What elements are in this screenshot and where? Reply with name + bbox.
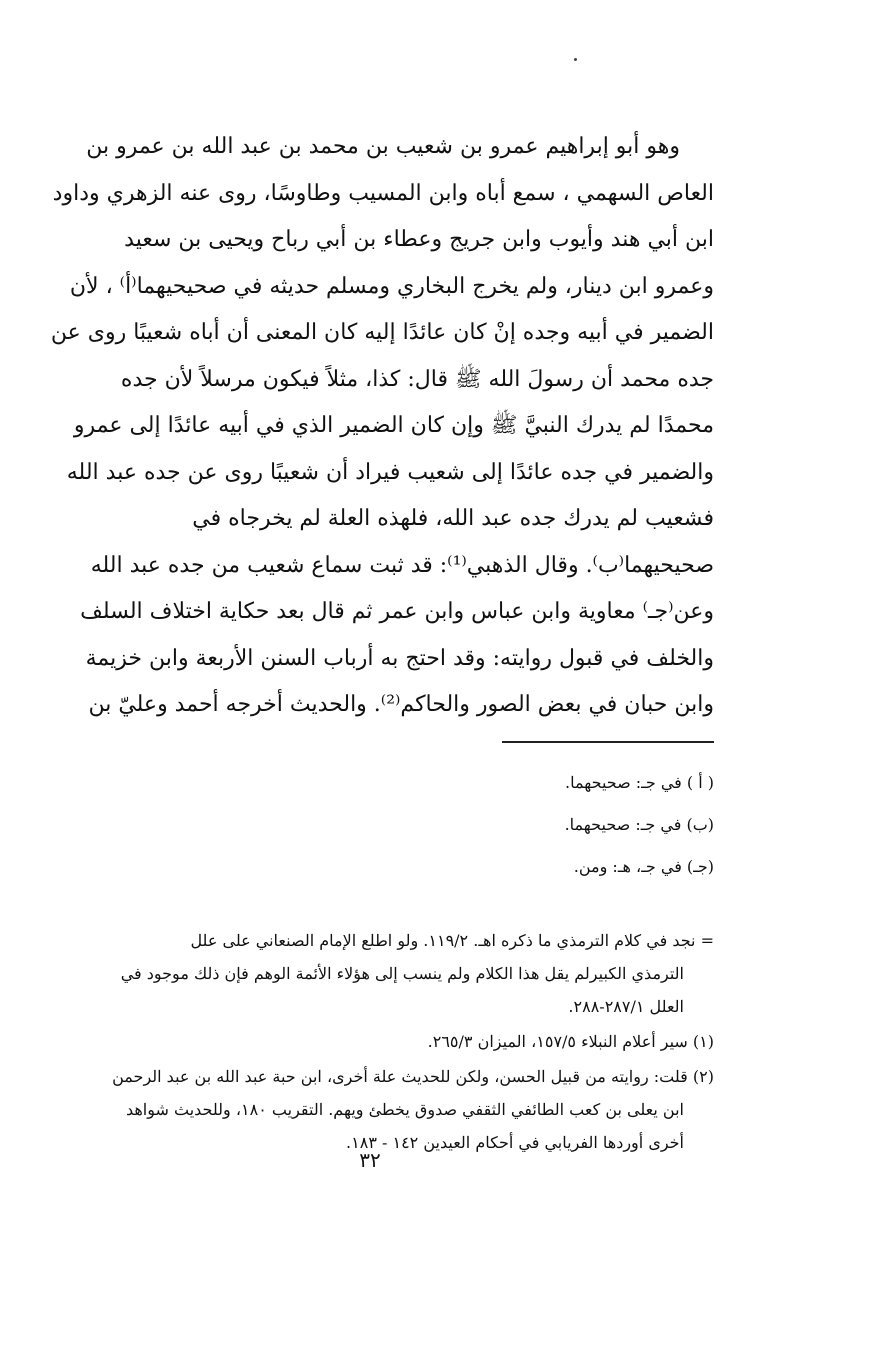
- body-line: وعن⁽جـ⁾ معاوية وابن عباس وابن عمر ثم قال بعد حكاية اختلاف السلف: [80, 599, 714, 624]
- body-line: ابن أبي هند وأيوب وابن جريج وعطاء بن أبي رباح ويحيى بن سعيد: [124, 227, 714, 252]
- footnote-1: [42, 1025, 714, 1058]
- body-line: صحيحيهما⁽ب⁾. وقال الذهبي⁽¹⁾: قد ثبت سماع شعيب من جده عبد الله: [90, 552, 714, 578]
- body-line: وهو أبو إبراهيم عمرو بن شعيب بن محمد بن عبد الله بن عمرو بن: [86, 134, 680, 159]
- body-line: والخلف في قبول روايته: وقد احتج به أرباب السنن الأربعة وابن خزيمة: [85, 645, 714, 671]
- body-line: جده محمد أن رسولَ الله ﷺ قال: كذا، مثلاً فيكون مرسلاً لأن جده: [120, 366, 714, 392]
- footnote-line: (٢) قلت: روايته من قبيل الحسن، ولكن للحديث علة أخرى، ابن حبة عبد الله بن عبد الرحمن: [112, 1067, 714, 1086]
- footnote-line: (١) سير أعلام النبلاء ١٥٧/٥، الميزان ٢٦٥/٣.: [427, 1032, 714, 1051]
- footnote-line: الترمذي الكبيرلم يقل هذا الكلام ولم ينسب إلى هؤلاء الأئمة الوهم فإن ذلك موجود في: [120, 964, 684, 983]
- variant-note-a: ( أ ) في جـ: صحيحهما.: [565, 773, 714, 792]
- footnote-line: أخرى أوردها الفريابي في أحكام العيدين ١٤٢ - ١٨٣.: [346, 1133, 684, 1152]
- page-speck: [574, 58, 577, 61]
- variant-note-j: (جـ) في جـ، هـ: ومن.: [573, 857, 714, 876]
- body-line: الضمير في أبيه وجده إنْ كان عائدًا إليه كان المعنى أن أباه شعيبًا روى عن: [50, 320, 714, 345]
- variant-note-b: (ب) في جـ: صحيحهما.: [564, 815, 714, 834]
- manuscript-variants: [400, 762, 714, 888]
- footnote-line: العلل ٢٨٧/١-٢٨٨.: [568, 997, 684, 1016]
- body-line: والضمير في جده عائدًا إلى شعيب فيراد أن شعيبًا روى عن جده عبد الله: [66, 459, 714, 485]
- body-line: وعمرو ابن دينار، ولم يخرج البخاري ومسلم حديثه في صحيحيهما⁽أ⁾ ، لأن: [69, 273, 714, 299]
- footnote-line: ابن يعلى بن كعب الطائفي الثقفي صدوق يخطئ ويهم. التقريب ١٨٠، وللحديث شواهد: [125, 1100, 684, 1119]
- footnote-separator-rule: [502, 741, 714, 743]
- main-body-text: [42, 124, 714, 729]
- footnote-2: [42, 1060, 714, 1159]
- body-line: فشعيب لم يدرك جده عبد الله، فلهذه العلة لم يخرجاه في: [192, 506, 714, 531]
- footnote-line: = نجد في كلام الترمذي ما ذكره اهـ. ١١٩/٢. ولو اطلع الإمام الصنعاني على علل: [190, 931, 714, 950]
- footnotes: [42, 924, 714, 1161]
- body-line: محمدًا لم يدرك النبيَّ ﷺ وإن كان الضمير الذي في أبيه عائدًا إلى عمرو: [73, 413, 714, 438]
- footnote-continuation: [42, 924, 714, 1023]
- body-line: العاص السهمي ، سمع أباه وابن المسيب وطاوسًا، روى عنه الزهري وداود: [52, 180, 714, 206]
- body-line: وابن حبان في بعض الصور والحاكم⁽²⁾. والحديث أخرجه أحمد وعليّ بن: [88, 692, 714, 717]
- page-number: ٣٢: [359, 1148, 381, 1172]
